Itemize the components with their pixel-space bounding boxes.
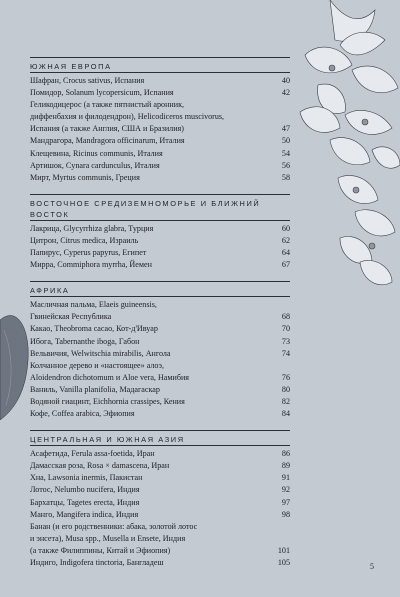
toc-entry[interactable] [30,299,290,311]
entry-text: Банан (и его родственники: абака, золотой лотос [30,521,198,531]
entry-text: Клещевина, Ricinus communis, Италия [30,148,163,158]
entry-page: 56 [281,160,290,170]
entry-text: Геликодицерос (а также пятнистый аронник, [30,100,185,110]
toc-section-central-south-asia [30,430,290,573]
entry-text: Лотос, Nelumbo nucifera, Индия [30,485,140,495]
toc-section-south-europe [30,57,290,188]
entry-page: 73 [281,336,290,346]
table-of-contents [30,57,290,579]
entry-text: Вельвичия, Welwitschia mirabilis, Ангола [30,348,171,358]
entry-page: 42 [281,88,290,98]
entry-text: Мирт, Myrtus communis, Греция [30,172,140,182]
toc-entry[interactable] [30,148,290,160]
entry-text: Мирра, Commiphora myrrha, Йемен [30,260,152,270]
entry-text: диффенбахия и филодендрон), Helicodiceros muscivorus, [30,112,225,122]
entry-text: Ибога, Tabernanthe iboga, Габон [30,336,140,346]
entry-page: 76 [281,372,290,382]
entry-page: 98 [281,509,290,519]
entry-text: (а также Филиппины, Китай и Эфиопия) [30,545,171,555]
toc-entry[interactable] [30,484,290,496]
entry-page: 92 [281,485,290,495]
entry-page: 60 [281,223,290,233]
toc-entry[interactable] [30,557,290,569]
entry-page: 97 [281,497,290,507]
toc-entry[interactable] [30,396,290,408]
entry-page: 58 [281,172,290,182]
entry-page: 64 [281,248,290,258]
toc-entry[interactable] [30,323,290,335]
toc-entry[interactable] [30,223,290,235]
toc-entry[interactable] [30,348,290,360]
toc-entry[interactable] [30,311,290,323]
entry-text: Лакрица, Glycyrrhiza glabra, Турция [30,223,154,233]
entry-page: 62 [281,235,290,245]
entry-text: Aloidendron dichotomum и Aloe vera, Намибия [30,372,190,382]
entry-text: Хна, Lawsonia inermis, Пакистан [30,473,143,483]
toc-section-east-mediterranean [30,194,290,275]
entry-text: Мандрагора, Mandragora officinarum, Италия [30,136,185,146]
section-title: ЦЕНТРАЛЬНАЯ И ЮЖНАЯ АЗИЯ [30,435,185,445]
section-title: ЮЖНАЯ ЕВРОПА [30,62,112,71]
entry-text: Артишок, Cynara cardunculus, Италия [30,160,160,170]
entry-page: 86 [281,449,290,459]
toc-entry[interactable] [30,235,290,247]
entry-text: Индиго, Indigofera tinctoria, Бангладеш [30,558,164,567]
entry-text: Гвинейская Республика [30,312,112,322]
entry-page: 82 [281,396,290,406]
entry-text: и энсета), Musa spp., Musella и Ensete, Индия [30,533,186,543]
entry-text: Цитрон, Citrus medica, Израиль [30,235,139,245]
entry-page: 54 [281,148,290,158]
toc-section-africa [30,281,290,424]
entry-text: Испания (а также Англия, США и Бразилия) [30,124,184,134]
toc-entry[interactable] [30,509,290,521]
toc-entry[interactable] [30,172,290,184]
toc-entry[interactable] [30,111,290,123]
entry-page: 50 [281,136,290,146]
entry-page: 47 [281,124,290,134]
entry-text: Ваниль, Vanilla planifolia, Мадагаскар [30,384,160,394]
entry-page: 74 [281,348,290,358]
entry-page: 105 [277,558,290,567]
entry-page: 101 [277,545,290,555]
entry-page: 40 [281,76,290,85]
toc-entry[interactable] [30,259,290,271]
entry-page: 84 [281,409,290,419]
toc-entry[interactable] [30,533,290,545]
entry-text: Кофе, Coffea arabica, Эфиопия [30,409,135,419]
toc-entry[interactable] [30,472,290,484]
flower-cluster-illustration [300,0,400,285]
entry-text: Водяной гиацинт, Eichhornia crassipes, Кения [30,396,185,406]
toc-entry[interactable] [30,408,290,420]
entry-text: Какао, Theobroma cacao, Кот-д'Ивуар [30,324,158,334]
toc-entry[interactable] [30,360,290,372]
entry-page: 89 [281,461,290,471]
toc-entry[interactable] [30,135,290,147]
section-title: АФРИКА [30,286,70,296]
toc-entry[interactable] [30,460,290,472]
entry-text: Папирус, Cyperus papyrus, Египет [30,248,147,258]
leaf-illustration [0,316,28,420]
toc-entry[interactable] [30,384,290,396]
toc-entry[interactable] [30,160,290,172]
entry-text: Шафран, Crocus sativus, Испания [30,76,145,85]
entry-text: Дамасская роза, Rosa × damascena, Иран [30,461,170,471]
entry-page: 80 [281,384,290,394]
toc-entry[interactable] [30,521,290,533]
toc-entry[interactable] [30,545,290,557]
toc-entry[interactable] [30,448,290,460]
section-title: ВОСТОЧНОЕ СРЕДИЗЕМНОМОРЬЕ И БЛИЖНИЙ ВОСТОК [30,198,261,219]
toc-entry[interactable] [30,336,290,348]
toc-entry[interactable] [30,372,290,384]
page-number: 5 [370,562,374,571]
toc-entry[interactable] [30,123,290,135]
entry-page: 91 [281,473,290,483]
entry-page: 70 [281,324,290,334]
entry-text: Помидор, Solanum lycopersicum, Испания [30,88,174,98]
toc-entry[interactable] [30,99,290,111]
entry-text: Манго, Mangifera indica, Индия [30,509,139,519]
toc-entry[interactable] [30,87,290,99]
toc-entry[interactable] [30,247,290,259]
entry-page: 67 [281,260,290,270]
toc-entry[interactable] [30,497,290,509]
entry-text: Бархатцы, Tagetes erecta, Индия [30,497,140,507]
entry-text: Масличная пальма, Elaeis guineensis, [30,300,157,310]
toc-entry[interactable] [30,75,290,87]
entry-text: Колчанное дерево и «настоящее» алоэ, [30,360,165,370]
entry-page: 68 [281,312,290,322]
entry-text: Асафетида, Ferula assa-foetida, Иран [30,449,155,459]
